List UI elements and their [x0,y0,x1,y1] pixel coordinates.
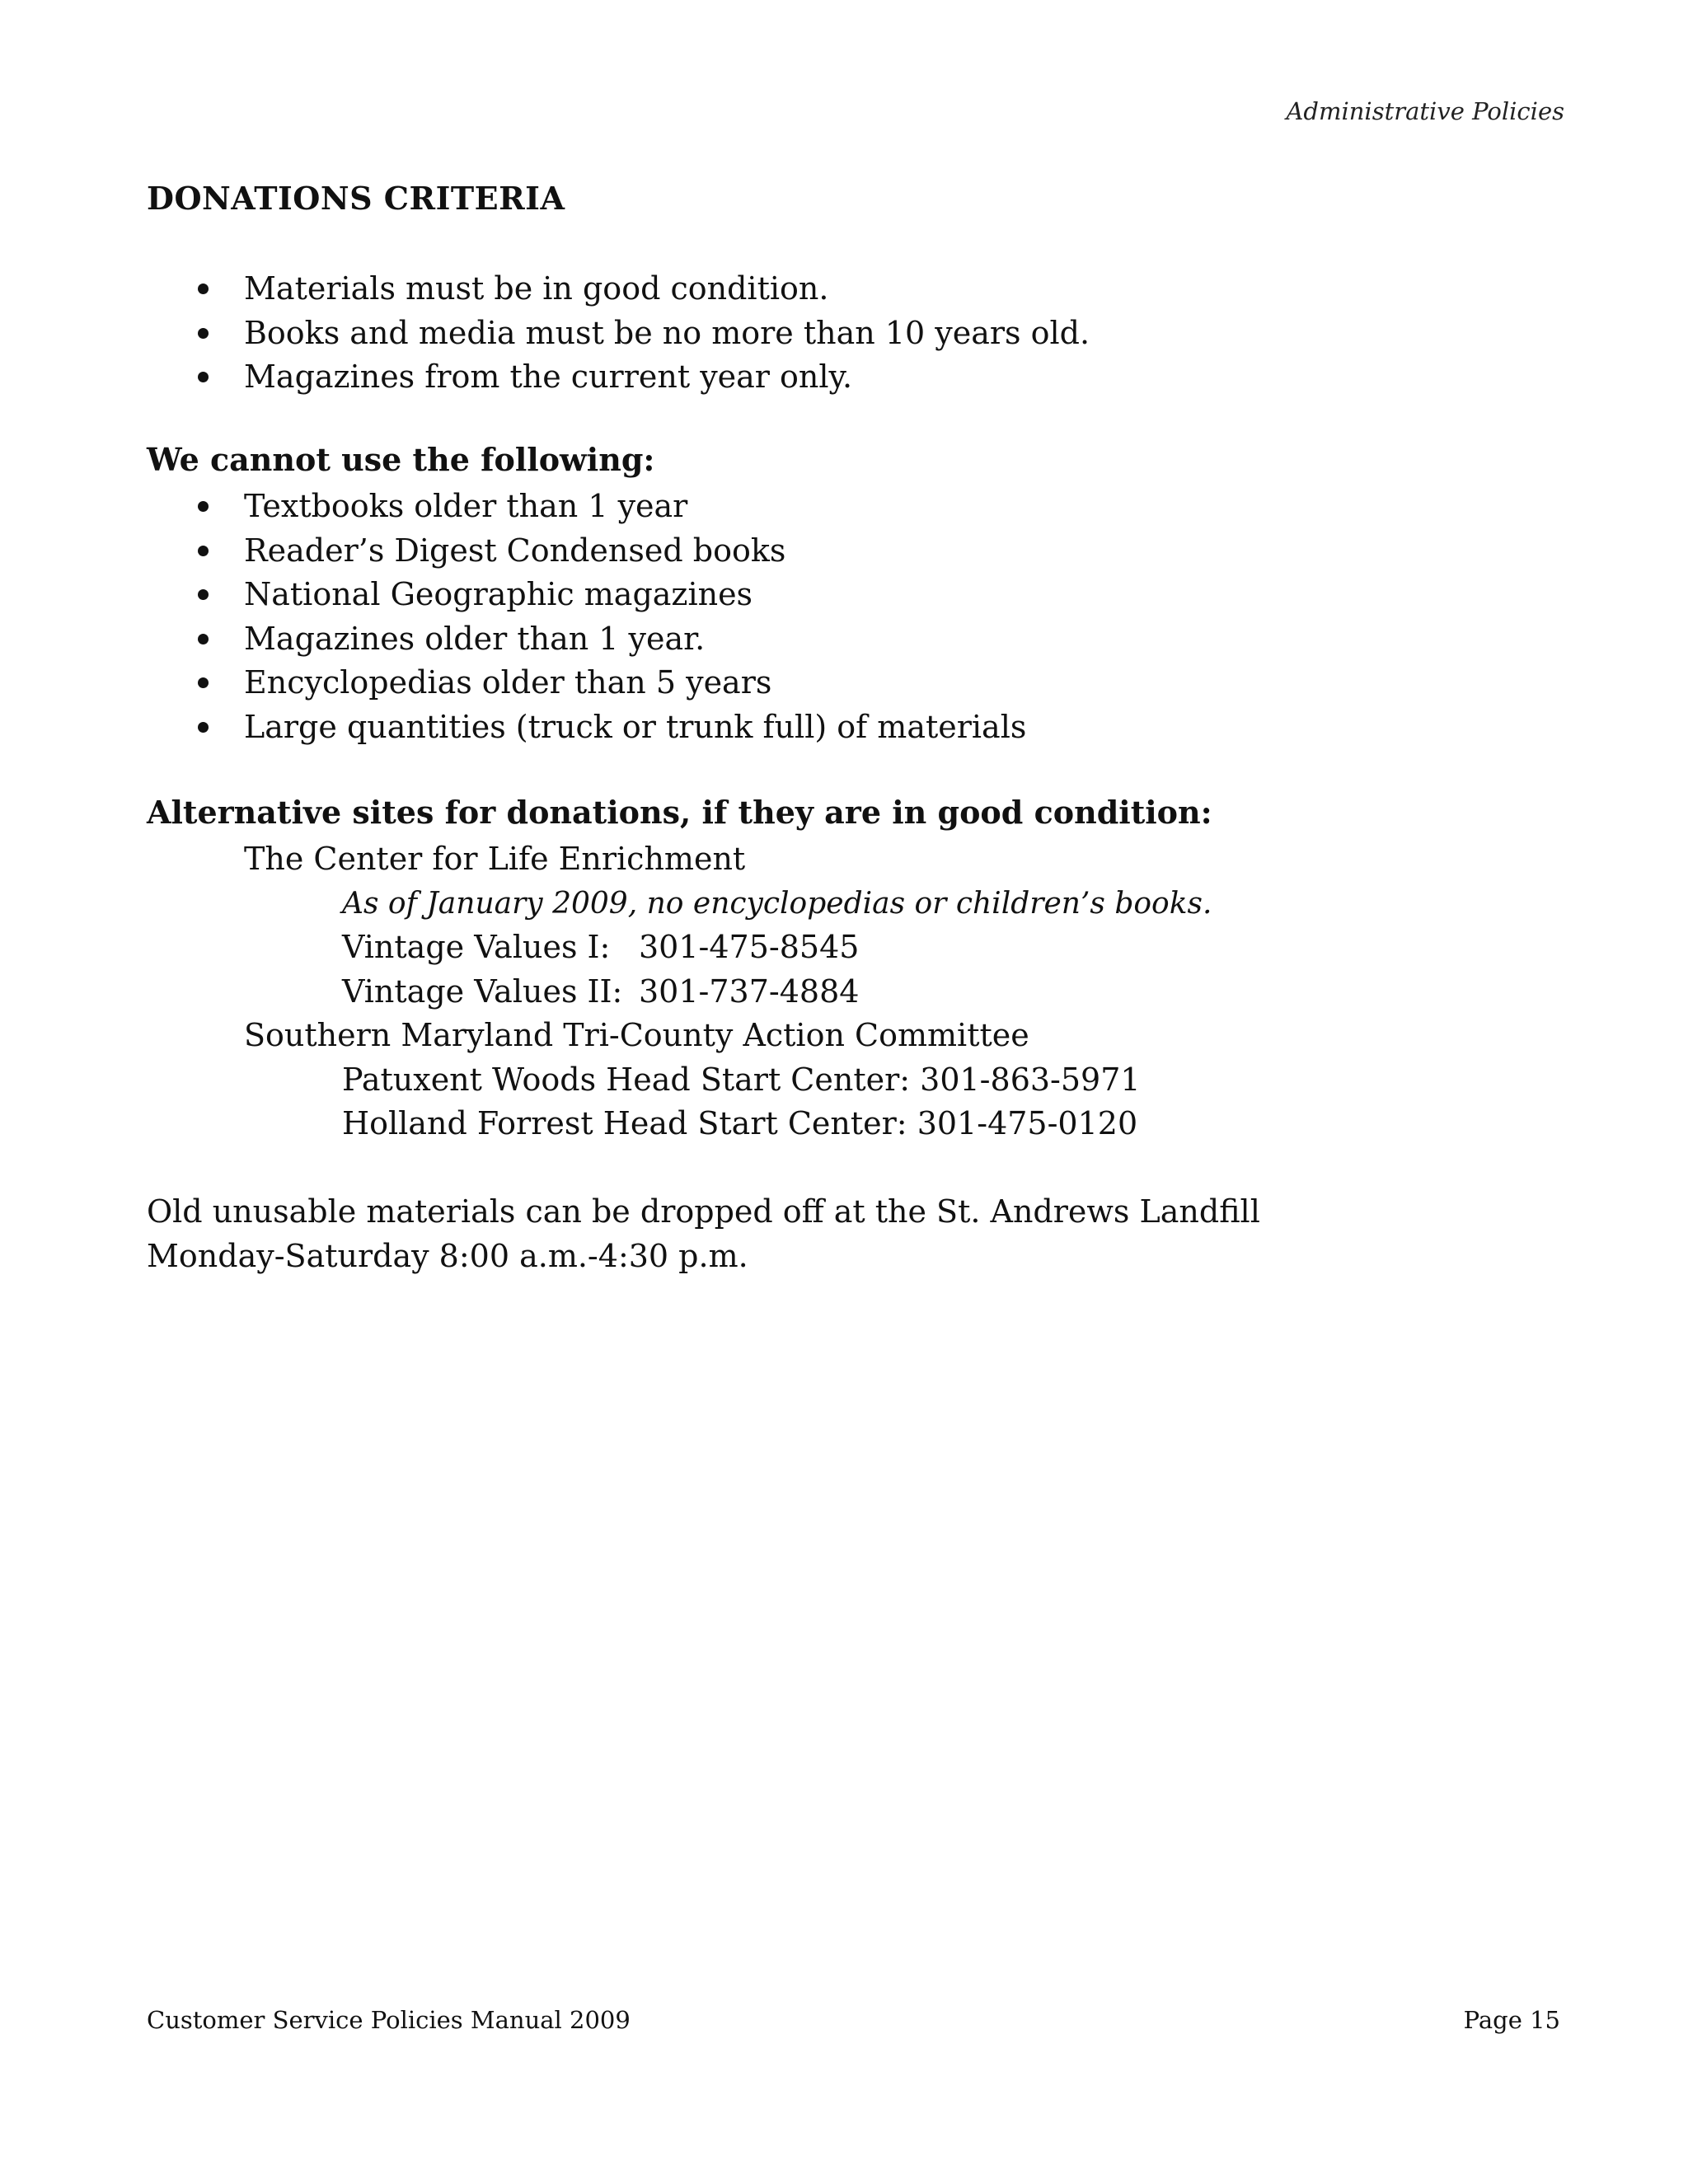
org-note: As of January 2009, no encyclopedias or children’s books. [342,887,1212,921]
list-item: National Geographic magazines [198,573,1026,617]
landfill-line: Old unusable materials can be dropped off at the St. Andrews Landfill [147,1193,1260,1230]
bullet-icon [198,328,209,339]
org-name: Southern Maryland Tri-County Action Committee [244,1017,1029,1053]
list-item: Textbooks older than 1 year [198,485,1026,529]
running-header: Administrative Policies [1286,97,1564,125]
landfill-text [147,1190,1260,1278]
bullet-icon [198,501,209,512]
page-title: DONATIONS CRITERIA [147,180,565,217]
cannot-use-list [198,485,1026,749]
org-name: The Center for Life Enrichment [244,841,746,877]
footer-manual-title: Customer Service Policies Manual 2009 [147,2006,631,2034]
bullet-icon [198,372,209,382]
bullet-icon [198,634,209,644]
bullet-icon [198,546,209,556]
list-item: Magazines older than 1 year. [198,617,1026,662]
list-item: Books and media must be no more than 10 years old. [198,312,1090,356]
list-item: Magazines from the current year only. [198,355,1090,400]
site-label: Vintage Values I: [342,929,611,965]
alternatives-heading: Alternative sites for donations, if they are in good condition: [147,794,1212,831]
bullet-icon [198,722,209,733]
site-entry: Holland Forrest Head Start Center: 301-475-0120 [342,1105,1138,1141]
bullet-icon [198,677,209,688]
list-item: Materials must be in good condition. [198,267,1090,312]
site-phone: 301-737-4884 [639,973,860,1010]
landfill-hours: Monday-Saturday 8:00 a.m.-4:30 p.m. [147,1237,748,1274]
bullet-icon [198,589,209,600]
site-phone: 301-475-8545 [639,929,860,965]
page-number: Page 15 [1463,2006,1560,2034]
list-item: Reader’s Digest Condensed books [198,529,1026,574]
bullet-icon [198,284,209,294]
list-item: Large quantities (truck or trunk full) of materials [198,705,1026,750]
site-entry: Patuxent Woods Head Start Center: 301-863-5971 [342,1062,1141,1098]
site-label: Vintage Values II: [342,973,623,1010]
list-item: Encyclopedias older than 5 years [198,661,1026,705]
criteria-list [198,267,1090,400]
cannot-use-heading: We cannot use the following: [147,441,655,478]
